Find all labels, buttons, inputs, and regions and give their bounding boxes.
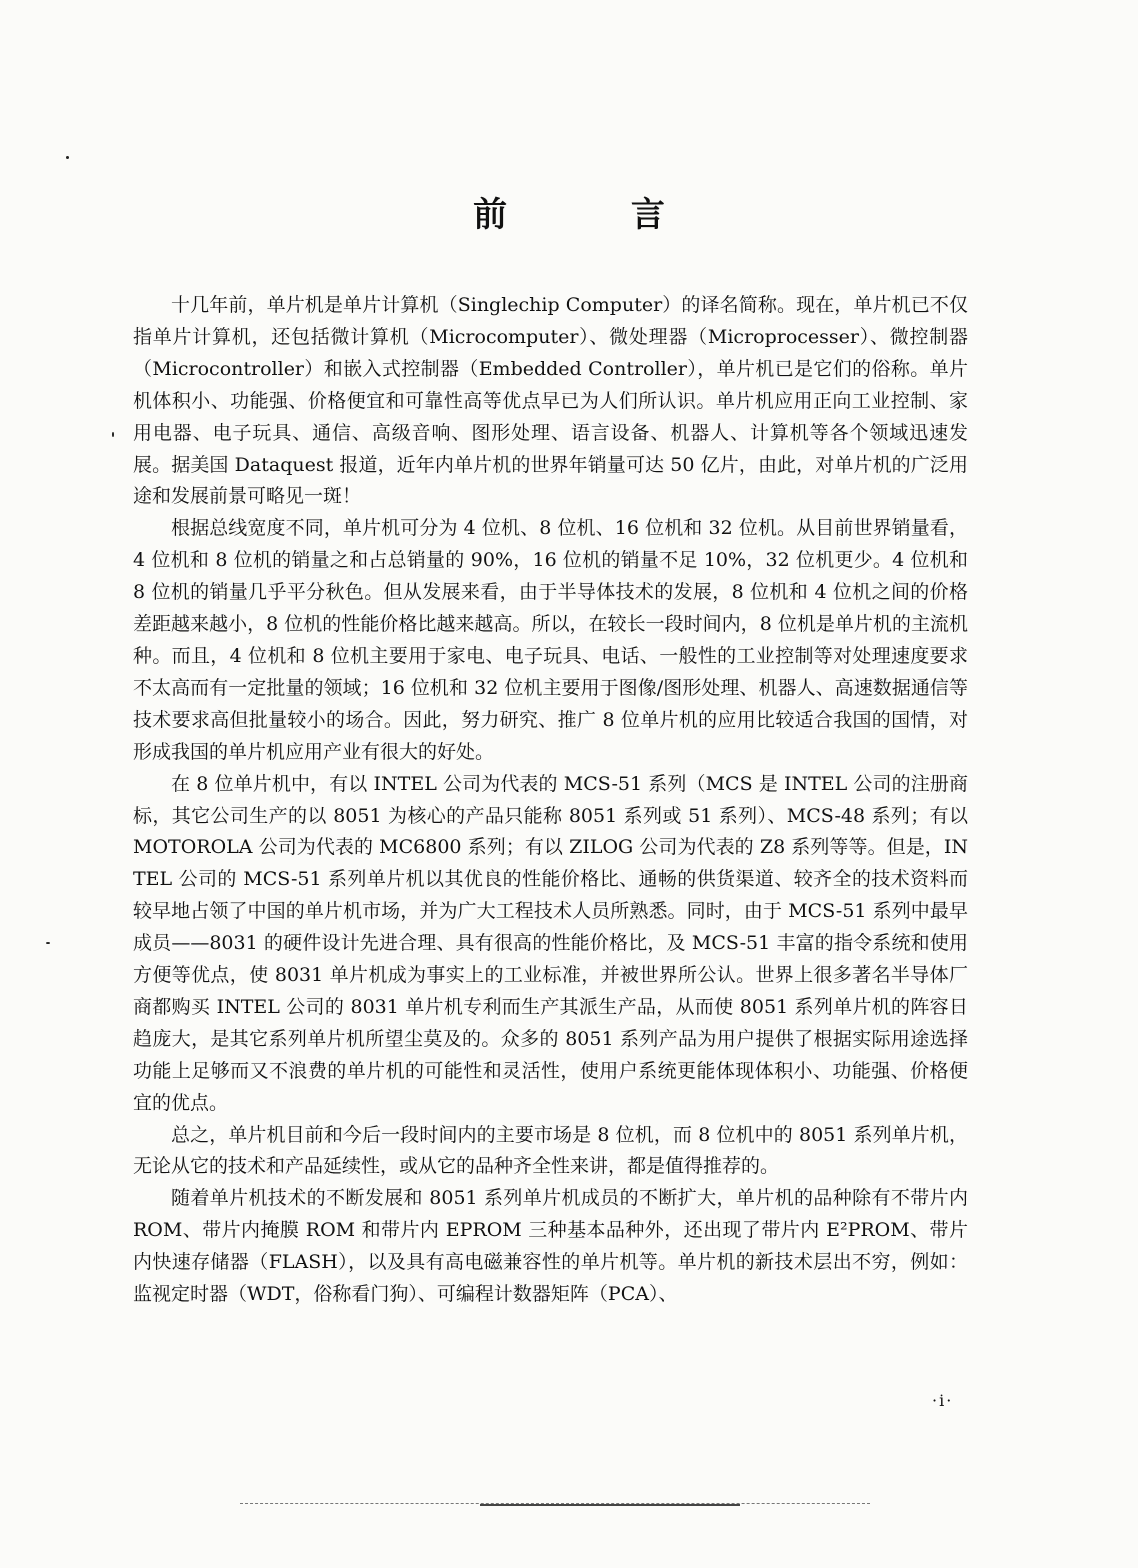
- paragraph: 随着单片机技术的不断发展和 8051 系列单片机成员的不断扩大，单片机的品种除有不带片内 ROM、带片内掩膜 ROM 和带片内 EPROM 三种基本品种外，还出现了带片内 E²PROM、带片内快速存储器（FLASH），以及具有高电磁兼容性的单片机等。单片机的新技术层出不穷，例如：监视定时器（WDT，俗称看门狗）、可编程计数器矩阵（PCA）、: [133, 1187, 968, 1306]
- paragraph: 总之，单片机目前和今后一段时间内的主要市场是 8 位机，而 8 位机中的 8051 系列单片机，无论从它的技术和产品延续性，或从它的品种齐全性来讲，都是值得推荐的。: [133, 1123, 968, 1178]
- body-text: [133, 290, 968, 1311]
- footer-rule-mark: [480, 1504, 740, 1506]
- paragraph: 根据总线宽度不同，单片机可分为 4 位机、8 位机、16 位机和 32 位机。从目前世界销量看，4 位机和 8 位机的销量之和占总销量的 90%，16 位机的销量不足 10%，32 位机更少。4 位机和 8 位机的销量几乎平分秋色。但从发展来看，由于半导体技术的发展，8 位机和 4 位机之间的价格差距越来越小，8 位机的性能价格比越来越高。所以，在较长一段时间内，8 位机是单片机的主流机种。而且，4 位机和 8 位机主要用于家电、电子玩具、电话、一般性的工业控制等对处理速度要求不太高而有一定批量的领域；16 位机和 32 位机主要用于图像/图形处理、机器人、高速数据通信等技术要求高但批量较小的场合。因此，努力研究、推广 8 位单片机的应用比较适合我国的国情，对形成我国的单片机应用产业有很大的好处。: [133, 517, 968, 763]
- scan-speck: [46, 942, 50, 944]
- scan-speck: [66, 156, 69, 159]
- paragraph: 在 8 位单片机中，有以 INTEL 公司为代表的 MCS-51 系列（MCS 是 INTEL 公司的注册商标，其它公司生产的以 8051 为核心的产品只能称 8051 系列或 51 系列）、MCS-48 系列；有以 MOTOROLA 公司为代表的 MC6800 系列；有以 ZILOG 公司为代表的 Z8 系列等等。但是，INTEL 公司的 MCS-51 系列单片机以其优良的性能价格比、通畅的供货渠道、较齐全的技术资料而较早地占领了中国的单片机市场，并为广大工程技术人员所熟悉。同时，由于 MCS-51 系列中最早成员——8031 的硬件设计先进合理、具有很高的性能价格比，及 MCS-51 丰富的指令系统和使用方便等优点，使 8031 单片机成为事实上的工业标准，并被世界所公认。世界上很多著名半导体厂商都购买 INTEL 公司的 8031 单片机专利而生产其派生产品，从而使 8051 系列单片机的阵容日趋庞大，是其它系列单片机所望尘莫及的。众多的 8051 系列产品为用户提供了根据实际用途选择功能上足够而又不浪费的单片机的可能性和灵活性，使用户系统更能体现体积小、功能强、价格便宜的优点。: [133, 772, 968, 1114]
- paragraph: 十几年前，单片机是单片计算机（Singlechip Computer）的译名简称。现在，单片机已不仅指单片计算机，还包括微计算机（Microcomputer）、微处理器（Microprocesser）、微控制器（Microcontroller）和嵌入式控制器（Embedded Controller），单片机已是它们的俗称。单片机体积小、功能强、价格便宜和可靠性高等优点早已为人们所认识。单片机应用正向工业控制、家用电器、电子玩具、通信、高级音响、图形处理、语言设备、机器人、计算机等各个领域迅速发展。据美国 Dataquest 报道，近年内单片机的世界年销量可达 50 亿片，由此，对单片机的广泛用途和发展前景可略见一斑！: [133, 294, 968, 508]
- page-title: 前 言: [473, 195, 721, 235]
- page-number: ·i·: [932, 1391, 954, 1410]
- scan-speck: [112, 432, 114, 437]
